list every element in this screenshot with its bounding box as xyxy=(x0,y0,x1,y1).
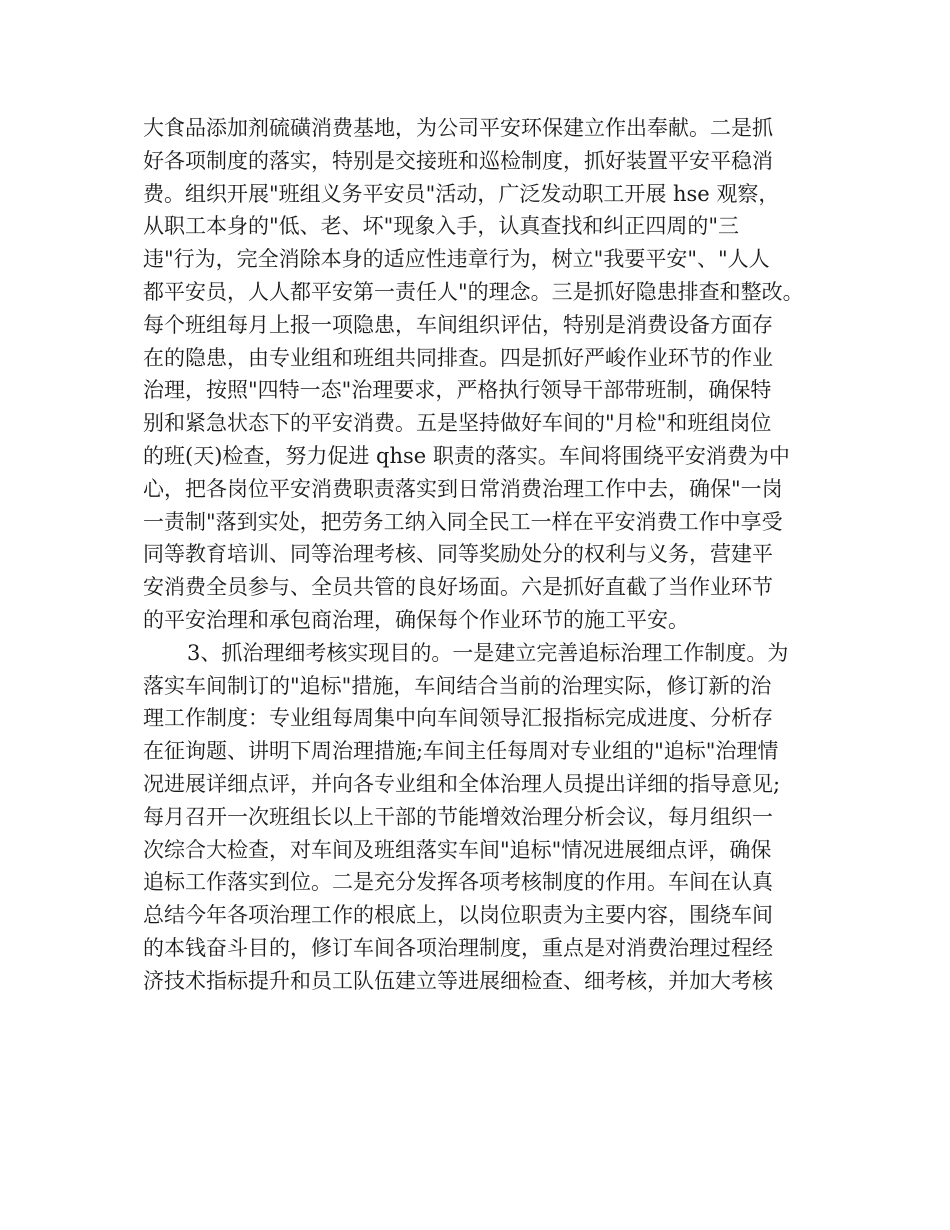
text-line: 3、抓治理细考核实现目的。一是建立完善追标治理工作制度。为 xyxy=(187,640,789,665)
text-line: 同等教育培训、同等治理考核、同等奖励处分的权利与义务，营建平 xyxy=(143,542,773,567)
text-line: 在征询题、讲明下周治理措施;车间主任每周对专业组的"追标"治理情 xyxy=(143,739,779,764)
text-line: 次综合大检查，对车间及班组落实车间"追标"情况进展细点评，确保 xyxy=(143,837,772,862)
text-line: 的班(天)检查，努力促进 qhse 职责的落实。车间将围绕平安消费为中 xyxy=(143,443,790,468)
text-line: 的平安治理和承包商治理，确保每个作业环节的施工平安。 xyxy=(143,607,689,632)
text-line: 在的隐患，由专业组和班组共同排查。四是抓好严峻作业环节的作业 xyxy=(143,345,773,370)
text-line: 每个班组每月上报一项隐患，车间组织评估，特别是消费设备方面存 xyxy=(143,312,773,337)
text-line: 好各项制度的落实，特别是交接班和巡检制度，抓好装置平安平稳消 xyxy=(143,148,773,173)
text-line: 追标工作落实到位。二是充分发挥各项考核制度的作用。车间在认真 xyxy=(143,870,773,895)
text-line: 安消费全员参与、全员共管的良好场面。六是抓好直截了当作业环节 xyxy=(143,575,773,600)
text-line: 济技术指标提升和员工队伍建立等进展细检查、细考核，并加大考核 xyxy=(143,968,773,993)
text-line: 费。组织开展"班组义务平安员"活动，广泛发动职工开展 hse 观察， xyxy=(143,181,780,206)
text-line: 的本钱奋斗目的，修订车间各项治理制度，重点是对消费治理过程经 xyxy=(143,935,773,960)
text-line: 总结今年各项治理工作的根底上，以岗位职责为主要内容，围绕车间 xyxy=(143,903,773,928)
text-line: 心，把各岗位平安消费职责落实到日常消费治理工作中去，确保"一岗 xyxy=(143,476,783,501)
text-line: 一责制"落到实处，把劳务工纳入同全民工一样在平安消费工作中享受 xyxy=(143,509,783,534)
text-line: 落实车间制订的"追标"措施，车间结合当前的治理实际，修订新的治 xyxy=(143,673,772,698)
text-line: 况进展详细点评，并向各专业组和全体治理人员提出详细的指导意见; xyxy=(143,771,781,796)
document-body xyxy=(143,112,833,998)
text-line: 都平安员，人人都平安第一责任人"的理念。三是抓好隐患排查和整改。 xyxy=(143,279,804,304)
text-line: 理工作制度：专业组每周集中向车间领导汇报指标完成进度、分析存 xyxy=(143,706,773,731)
text-line: 别和紧急状态下的平安消费。五是坚持做好车间的"月检"和班组岗位 xyxy=(143,411,772,436)
text-line: 治理，按照"四特一态"治理要求，严格执行领导干部带班制，确保特 xyxy=(143,378,772,403)
text-line: 大食品添加剂硫磺消费基地，为公司平安环保建立作出奉献。二是抓 xyxy=(143,116,773,140)
text-line: 每月召开一次班组长以上干部的节能增效治理分析会议，每月组织一 xyxy=(143,804,773,829)
text-line: 违"行为，完全消除本身的适应性违章行为，树立"我要平安"、"人人 xyxy=(143,247,770,272)
text-line: 从职工本身的"低、老、坏"现象入手，认真查找和纠正四周的"三 xyxy=(143,214,739,239)
